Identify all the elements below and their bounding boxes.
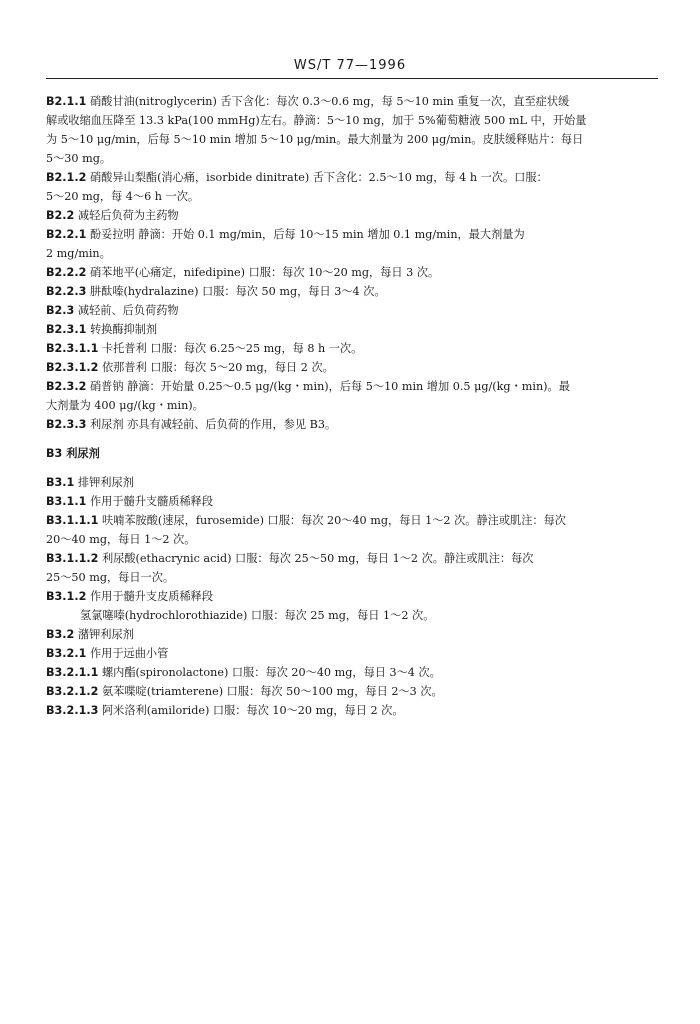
line-text: 减轻前、后负荷药物 bbox=[74, 304, 179, 317]
section-number: B2.3 bbox=[46, 304, 75, 317]
line-text: 氢氯噻嗪(hydrochlorothiazide) 口服：每次 25 mg，每日 1～2 次。 bbox=[80, 609, 435, 622]
section-number: B3.1.1 bbox=[46, 495, 87, 508]
section-number: B2.2.2 bbox=[46, 266, 87, 279]
text-line bbox=[46, 511, 658, 530]
section-number: B3.1 bbox=[46, 476, 75, 489]
paragraph-gap bbox=[46, 463, 658, 473]
paragraph-gap bbox=[46, 434, 658, 444]
text-line bbox=[46, 473, 658, 492]
text-line bbox=[46, 130, 658, 149]
section-number: B3.2.1.2 bbox=[46, 685, 99, 698]
line-text: 5～20 mg，每 4～6 h 一次。 bbox=[46, 190, 200, 203]
text-line bbox=[46, 320, 658, 339]
text-line bbox=[46, 92, 658, 111]
section-number: B2.3.3 bbox=[46, 418, 87, 431]
text-line bbox=[46, 606, 658, 625]
text-line bbox=[46, 377, 658, 396]
section-number: B3.2.1.1 bbox=[46, 666, 99, 679]
section-number: B3.1.1.1 bbox=[46, 514, 99, 527]
text-line bbox=[46, 444, 658, 463]
text-line bbox=[46, 663, 658, 682]
line-text: 5～30 mg。 bbox=[46, 152, 112, 165]
line-text: 酚妥拉明 静滴：开始 0.1 mg/min，后每 10～15 min 增加 0.1 mg/min，最大剂量为 bbox=[86, 228, 525, 241]
section-number: B2.2.1 bbox=[46, 228, 87, 241]
text-line bbox=[46, 225, 658, 244]
text-line bbox=[46, 206, 658, 225]
line-text: 大剂量为 400 μg/(kg・min)。 bbox=[46, 399, 204, 412]
section-number: B3 bbox=[46, 447, 63, 460]
text-line bbox=[46, 587, 658, 606]
line-text: 减轻后负荷为主药物 bbox=[74, 209, 179, 222]
line-text: 硝酸甘油(nitroglycerin) 舌下含化：每次 0.3～0.6 mg，每 5～10 min 重复一次，直至症状缓 bbox=[86, 95, 570, 108]
line-text: 作用于远曲小管 bbox=[86, 647, 169, 660]
text-line bbox=[46, 701, 658, 720]
line-text: 潴钾利尿剂 bbox=[74, 628, 134, 641]
text-line bbox=[46, 415, 658, 434]
section-number: B2.3.1.1 bbox=[46, 342, 99, 355]
line-text: 呋喃苯胺酸(速尿，furosemide) 口服：每次 20～40 mg，每日 1～2 次。静注或肌注：每次 bbox=[98, 514, 566, 527]
page-header: WS/T 77—1996 bbox=[293, 58, 407, 73]
text-line bbox=[46, 530, 658, 549]
line-text: 作用于髓升支髓质稀释段 bbox=[86, 495, 214, 508]
line-text: 转换酶抑制剂 bbox=[86, 323, 158, 336]
line-text: 肼酞嗪(hydralazine) 口服：每次 50 mg，每日 3～4 次。 bbox=[86, 285, 386, 298]
text-line bbox=[46, 396, 658, 415]
line-text: 2 mg/min。 bbox=[46, 247, 111, 260]
line-text: 螺内酯(spironolactone) 口服：每次 20～40 mg，每日 3～4 次。 bbox=[98, 666, 441, 679]
section-number: B3.2 bbox=[46, 628, 75, 641]
line-text: 阿米洛利(amiloride) 口服：每次 10～20 mg，每日 2 次。 bbox=[98, 704, 404, 717]
line-text: 25～50 mg，每日一次。 bbox=[46, 571, 175, 584]
section-number: B2.3.1.2 bbox=[46, 361, 99, 374]
line-text: 为 5～10 μg/min，后每 5～10 min 增加 5～10 μg/min。最大剂量为 200 μg/min。皮肤缓释贴片：每日 bbox=[46, 133, 584, 146]
text-line bbox=[46, 644, 658, 663]
section-number: B2.2.3 bbox=[46, 285, 87, 298]
text-line bbox=[46, 568, 658, 587]
text-line bbox=[46, 492, 658, 511]
section-number: B2.1.1 bbox=[46, 95, 87, 108]
text-line bbox=[46, 339, 658, 358]
text-line bbox=[46, 301, 658, 320]
text-line bbox=[46, 549, 658, 568]
line-text: 利尿酸(ethacrynic acid) 口服：每次 25～50 mg，每日 1～2 次。静注或肌注：每次 bbox=[98, 552, 534, 565]
line-text: 氨苯喋啶(triamterene) 口服：每次 50～100 mg，每日 2～3 次。 bbox=[98, 685, 443, 698]
document-body bbox=[46, 92, 658, 720]
line-text: 20～40 mg，每日 1～2 次。 bbox=[46, 533, 196, 546]
section-number: B3.2.1.3 bbox=[46, 704, 99, 717]
section-number: B3.1.2 bbox=[46, 590, 87, 603]
section-number: B3.1.1.2 bbox=[46, 552, 99, 565]
section-number: B2.1.2 bbox=[46, 171, 87, 184]
text-line bbox=[46, 282, 658, 301]
text-line bbox=[46, 682, 658, 701]
text-line bbox=[46, 625, 658, 644]
line-text: 利尿剂 亦具有减轻前、后负荷的作用，参见 B3。 bbox=[86, 418, 337, 431]
text-line bbox=[46, 111, 658, 130]
line-text: 作用于髓升支皮质稀释段 bbox=[86, 590, 214, 603]
header-rule bbox=[46, 78, 658, 79]
line-text: 硝苯地平(心痛定，nifedipine) 口服：每次 10～20 mg，每日 3 次。 bbox=[86, 266, 440, 279]
line-text: 排钾利尿剂 bbox=[74, 476, 134, 489]
line-text: 依那普利 口服：每次 5～20 mg，每日 2 次。 bbox=[98, 361, 334, 374]
line-text: 卡托普利 口服：每次 6.25～25 mg，每 8 h 一次。 bbox=[98, 342, 363, 355]
text-line bbox=[46, 263, 658, 282]
section-number: B2.3.2 bbox=[46, 380, 87, 393]
line-text: 硝普钠 静滴：开始量 0.25～0.5 μg/(kg・min)，后每 5～10 min 增加 0.5 μg/(kg・min)。最 bbox=[86, 380, 570, 393]
line-text: 硝酸异山梨酯(消心痛，isorbide dinitrate) 舌下含化：2.5～10 mg，每 4 h 一次。口服： bbox=[86, 171, 548, 184]
section-number: B2.2 bbox=[46, 209, 75, 222]
text-line bbox=[46, 187, 658, 206]
section-number: B3.2.1 bbox=[46, 647, 87, 660]
text-line bbox=[46, 358, 658, 377]
text-line bbox=[46, 244, 658, 263]
line-text: 解或收缩血压降至 13.3 kPa(100 mmHg)左右。静滴：5～10 mg，加于 5%葡萄糖液 500 mL 中，开始量 bbox=[46, 114, 587, 127]
text-line bbox=[46, 149, 658, 168]
section-number: B2.3.1 bbox=[46, 323, 87, 336]
line-text: 利尿剂 bbox=[62, 446, 100, 460]
text-line bbox=[46, 168, 658, 187]
